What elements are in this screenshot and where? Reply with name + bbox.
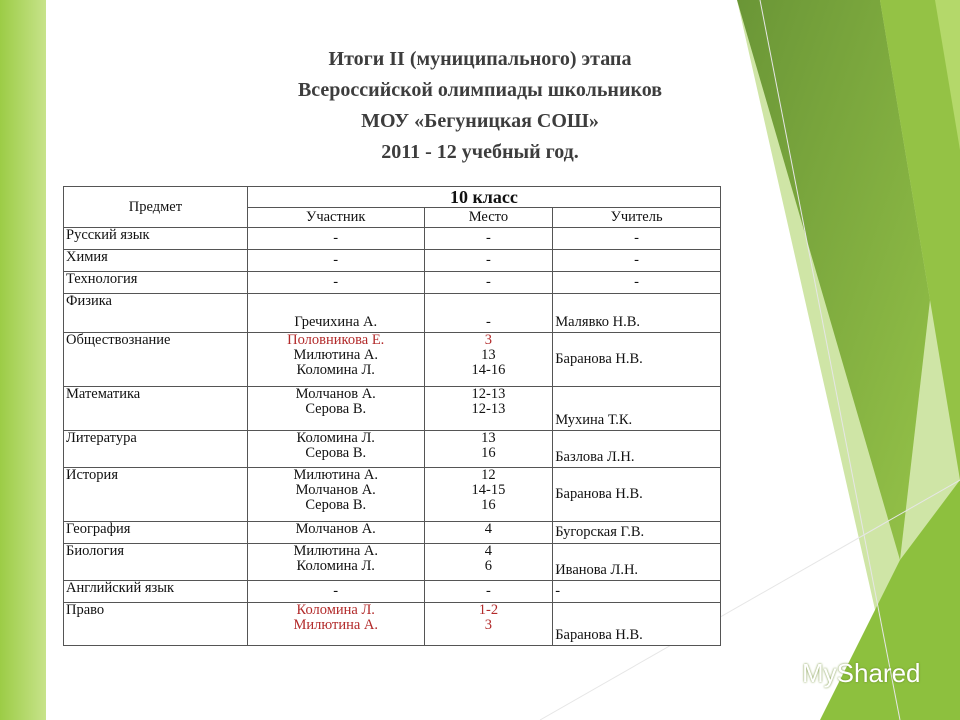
place-value: 13: [481, 430, 496, 446]
participant-cell: [247, 272, 424, 294]
participant-name: -: [333, 583, 339, 599]
subject-cell: Обществознание: [64, 333, 248, 387]
participant-name: Коломина Л.: [296, 362, 375, 378]
participant-name: -: [333, 274, 339, 290]
teacher-cell: Бугорская Г.В.: [553, 522, 721, 544]
place-value: 13: [481, 347, 496, 363]
participant-name: -: [333, 230, 339, 246]
place-value: 16: [481, 445, 496, 461]
teacher-cell: -: [553, 272, 721, 294]
place-value: 12-13: [471, 386, 506, 402]
place-value: 3: [484, 617, 493, 633]
watermark-text: MyShared: [802, 658, 921, 688]
place-value: 1-2: [478, 602, 499, 618]
participant-name: Молчанов А.: [295, 482, 376, 498]
table-row: [64, 431, 721, 468]
place-value: -: [485, 230, 491, 246]
teacher-cell: Мухина Т.К.: [553, 387, 721, 431]
subject-cell: Русский язык: [64, 228, 248, 250]
participant-name: Милютина А.: [293, 617, 378, 633]
teacher-cell: Баранова Н.В.: [553, 333, 721, 387]
place-cell: [424, 581, 553, 603]
place-value: 14-15: [471, 482, 506, 498]
slide-title: [230, 44, 730, 168]
subject-cell: Физика: [64, 294, 248, 333]
table-row: [64, 250, 721, 272]
title-line: Всероссийской олимпиады школьников: [297, 79, 663, 101]
place-value: 12: [481, 467, 496, 483]
place-value: 4: [484, 521, 493, 537]
title-line: МОУ «Бегуницкая СОШ»: [361, 110, 599, 132]
title-line: 2011 - 12 учебный год.: [381, 141, 579, 163]
column-header-teacher: Учитель: [553, 208, 721, 228]
cart-icon: [768, 660, 798, 688]
participant-cell: [247, 431, 424, 468]
table-row: [64, 294, 721, 333]
teacher-cell: Баранова Н.В.: [553, 468, 721, 522]
table-row: [64, 228, 721, 250]
table-row: [64, 468, 721, 522]
place-cell: [424, 603, 553, 646]
participant-name: Коломина Л.: [296, 602, 375, 618]
table-row: [64, 333, 721, 387]
place-cell: [424, 522, 553, 544]
place-value: 16: [481, 497, 496, 513]
place-value: 12-13: [471, 401, 506, 417]
participant-name: Половникова Е.: [287, 332, 385, 348]
participant-name: Коломина Л.: [296, 558, 375, 574]
participant-name: Милютина А.: [293, 543, 378, 559]
teacher-cell: Базлова Л.Н.: [553, 431, 721, 468]
subject-cell: Право: [64, 603, 248, 646]
place-cell: [424, 294, 553, 333]
table-row: [64, 544, 721, 581]
subject-cell: История: [64, 468, 248, 522]
place-value: -: [485, 274, 491, 290]
teacher-cell: Баранова Н.В.: [553, 603, 721, 646]
participant-cell: [247, 228, 424, 250]
place-cell: [424, 228, 553, 250]
subject-cell: География: [64, 522, 248, 544]
subject-cell: Технология: [64, 272, 248, 294]
participant-cell: [247, 468, 424, 522]
participant-cell: [247, 333, 424, 387]
table-row: [64, 581, 721, 603]
table-row: [64, 272, 721, 294]
subject-cell: Литература: [64, 431, 248, 468]
participant-name: Молчанов А.: [295, 386, 376, 402]
participant-cell: [247, 603, 424, 646]
place-cell: [424, 387, 553, 431]
place-cell: [424, 272, 553, 294]
teacher-cell: Малявко Н.В.: [553, 294, 721, 333]
participant-cell: [247, 522, 424, 544]
participant-cell: [247, 544, 424, 581]
place-cell: [424, 544, 553, 581]
myshared-watermark: [768, 658, 921, 689]
place-cell: [424, 333, 553, 387]
place-value: 14-16: [471, 362, 506, 378]
teacher-cell: -: [553, 581, 721, 603]
teacher-cell: -: [553, 228, 721, 250]
subject-cell: Химия: [64, 250, 248, 272]
subject-header: Предмет: [64, 187, 248, 228]
place-cell: [424, 431, 553, 468]
participant-cell: [247, 250, 424, 272]
participant-name: Серова В.: [305, 401, 367, 417]
place-value: -: [485, 252, 491, 268]
place-value: 4: [484, 543, 493, 559]
results-table: [63, 186, 721, 646]
teacher-cell: -: [553, 250, 721, 272]
participant-cell: [247, 294, 424, 333]
place-cell: [424, 468, 553, 522]
table-row: [64, 387, 721, 431]
participant-name: Серова В.: [305, 497, 367, 513]
place-cell: [424, 250, 553, 272]
teacher-cell: Иванова Л.Н.: [553, 544, 721, 581]
table-row: [64, 522, 721, 544]
class-header: 10 класс: [247, 187, 720, 208]
participant-cell: [247, 387, 424, 431]
column-header-participant: Участник: [247, 208, 424, 228]
participant-name: Милютина А.: [293, 467, 378, 483]
subject-cell: Математика: [64, 387, 248, 431]
subject-cell: Биология: [64, 544, 248, 581]
title-line: Итоги II (муниципального) этапа: [328, 48, 632, 70]
table-row: [64, 603, 721, 646]
column-header-place: Место: [424, 208, 553, 228]
place-value: -: [485, 314, 491, 330]
participant-name: Молчанов А.: [295, 521, 376, 537]
place-value: 3: [484, 332, 493, 348]
place-value: 6: [484, 558, 493, 574]
participant-name: Коломина Л.: [296, 430, 375, 446]
place-value: -: [485, 583, 491, 599]
participant-name: Гречихина А.: [294, 314, 378, 330]
participant-name: Милютина А.: [293, 347, 378, 363]
participant-name: Серова В.: [305, 445, 367, 461]
participant-cell: [247, 581, 424, 603]
subject-cell: Английский язык: [64, 581, 248, 603]
participant-name: -: [333, 252, 339, 268]
